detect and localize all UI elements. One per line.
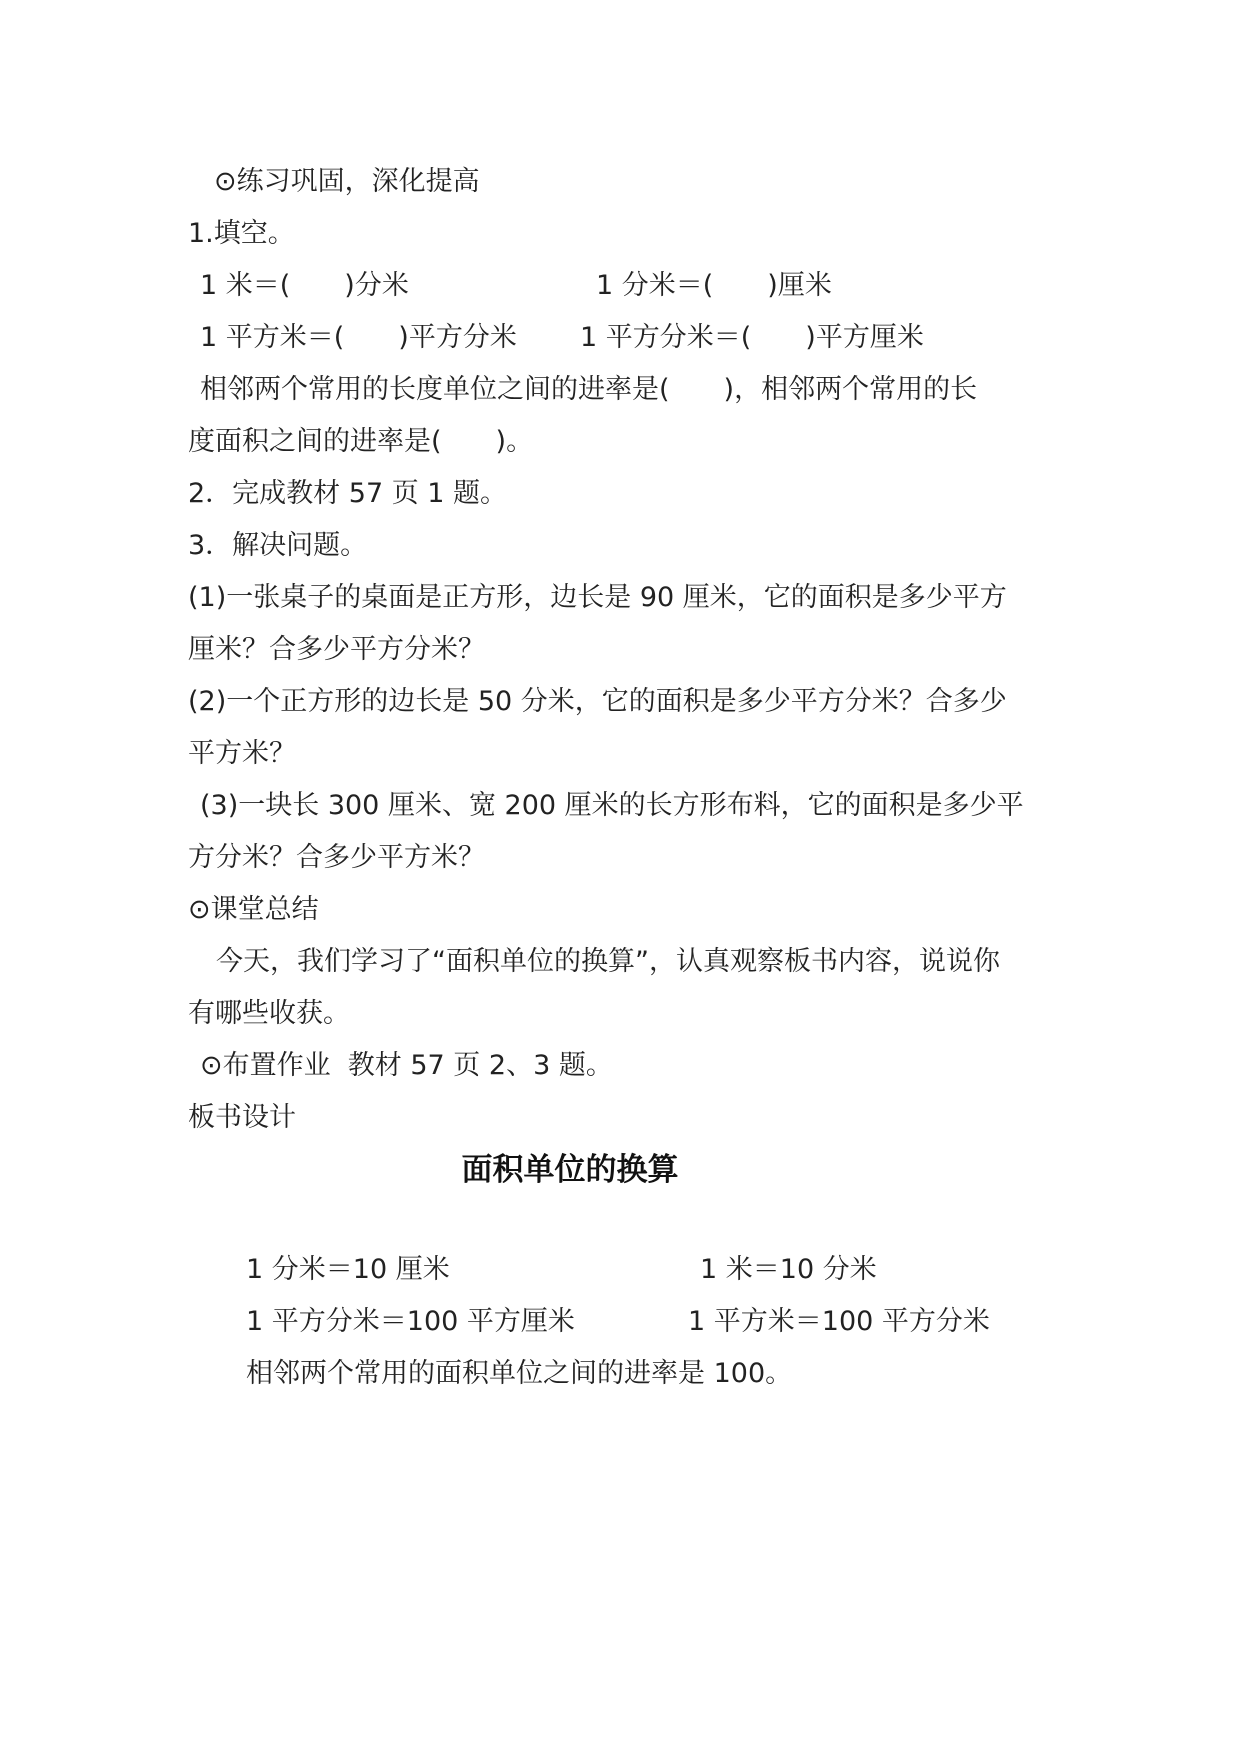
q1-rate-line-2: 度面积之间的进率是( )。 xyxy=(188,426,534,457)
q1-label: 1.填空。 xyxy=(188,218,295,249)
q2: 2．完成教材 57 页 1 题。 xyxy=(188,478,508,509)
summary-text-line-1: 今天，我们学习了“面积单位的换算”，认真观察板书内容，说说你 xyxy=(216,946,1000,977)
q3-label: 3．解决问题。 xyxy=(188,530,368,561)
board-row-1-right: 1 米＝10 分米 xyxy=(700,1254,877,1285)
board-row-2-right: 1 平方米＝100 平方分米 xyxy=(688,1306,990,1337)
q1-item-sqdecimeter-sqcentimeter: 1 平方分米＝( )平方厘米 xyxy=(580,322,924,353)
summary-text-line-2: 有哪些收获。 xyxy=(188,998,350,1029)
q1-rate-line-1: 相邻两个常用的长度单位之间的进率是( )，相邻两个常用的长 xyxy=(200,374,978,405)
q3-problem-3-line-2: 方分米？合多少平方米？ xyxy=(188,842,485,873)
board-design-label: 板书设计 xyxy=(188,1102,296,1133)
board-row-2-left: 1 平方分米＝100 平方厘米 xyxy=(246,1306,575,1337)
summary-heading: ⊙课堂总结 xyxy=(188,894,319,925)
q3-problem-3-line-1: (3)一块长 300 厘米、宽 200 厘米的长方形布料，它的面积是多少平 xyxy=(200,790,1024,821)
board-title: 面积单位的换算 xyxy=(461,1152,679,1188)
q3-problem-2-line-2: 平方米？ xyxy=(188,738,296,769)
q3-problem-2-line-1: (2)一个正方形的边长是 50 分米，它的面积是多少平方分米？合多少 xyxy=(188,686,1007,717)
q1-item-sqmeter-sqdecimeter: 1 平方米＝( )平方分米 xyxy=(200,322,517,353)
q1-item-meter-decimeter: 1 米＝( )分米 xyxy=(200,270,409,301)
practice-heading: ⊙练习巩固，深化提高 xyxy=(214,166,480,197)
board-conclusion: 相邻两个常用的面积单位之间的进率是 100。 xyxy=(246,1358,793,1389)
homework-text: ⊙布置作业 教材 57 页 2、3 题。 xyxy=(200,1050,613,1081)
q3-problem-1-line-1: (1)一张桌子的桌面是正方形，边长是 90 厘米，它的面积是多少平方 xyxy=(188,582,1007,613)
q3-problem-1-line-2: 厘米？合多少平方分米？ xyxy=(188,634,485,665)
q1-item-decimeter-centimeter: 1 分米＝( )厘米 xyxy=(596,270,832,301)
board-row-1-left: 1 分米＝10 厘米 xyxy=(246,1254,450,1285)
